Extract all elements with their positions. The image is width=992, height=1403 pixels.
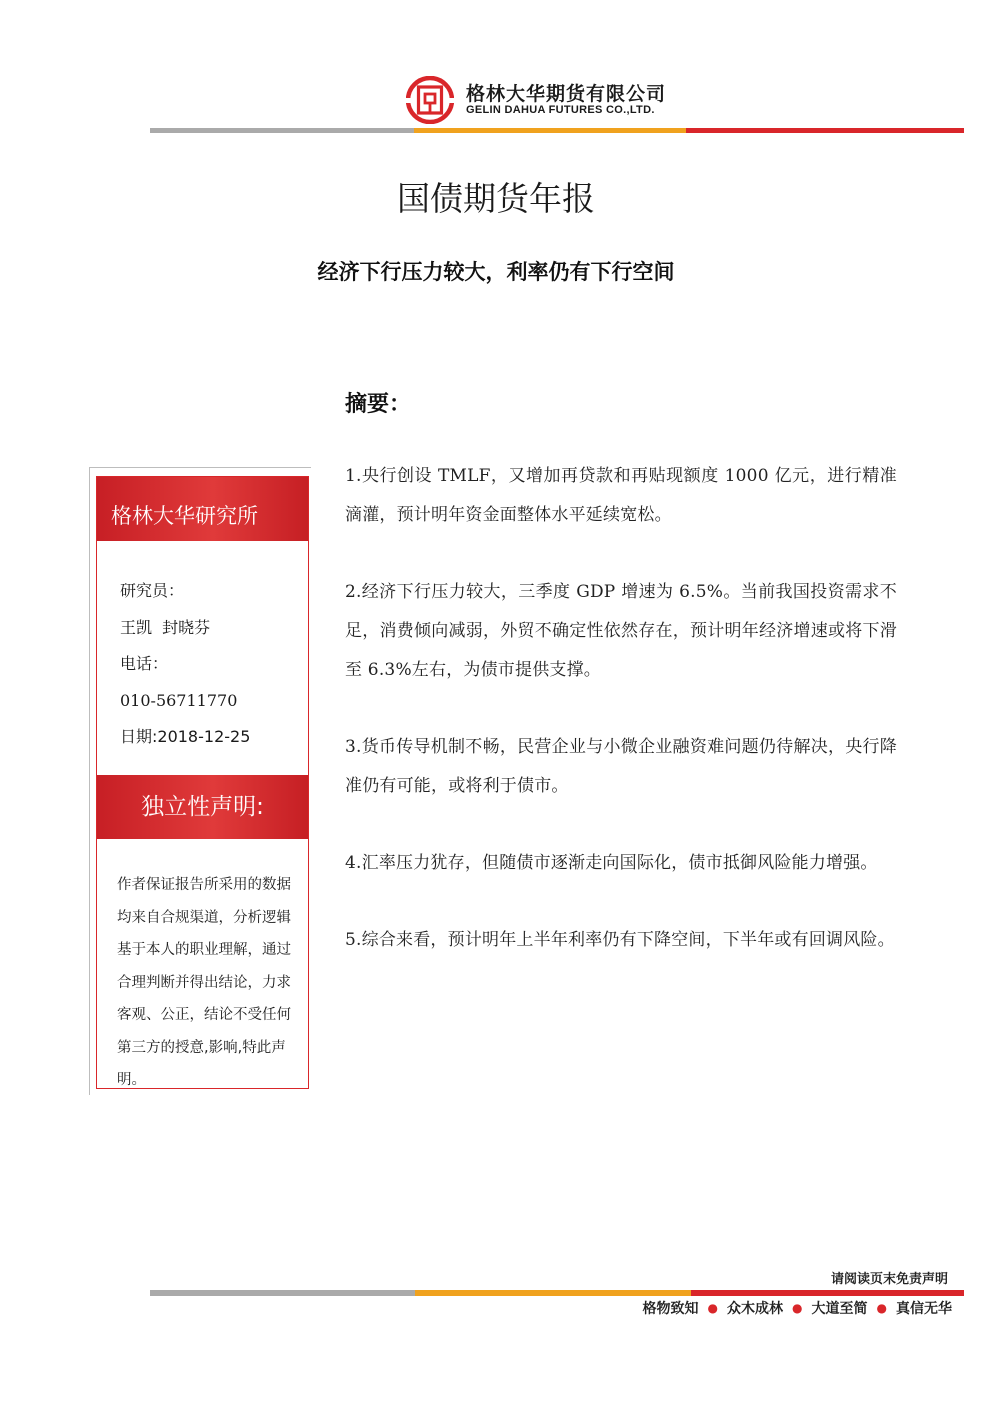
bullet-dot-icon: ● <box>792 1301 803 1315</box>
summary-point-1: 1.央行创设 TMLF，又增加再贷款和再贴现额度 1000 亿元，进行精准滴灌，预计明年资金面整体水平延续宽松。 <box>345 466 897 525</box>
header-divider-grey <box>150 128 414 133</box>
summary-point-4: 4.汇率压力犹存，但随债市逐渐走向国际化，债市抵御风险能力增强。 <box>345 853 878 873</box>
summary-list <box>345 457 897 998</box>
disclaimer-note: 请阅读页末免责声明 <box>830 1272 948 1287</box>
footer-divider-grey <box>150 1290 415 1296</box>
researcher-names: 王凯 封晓芬 <box>120 617 211 637</box>
summary-label: 摘要： <box>345 392 412 417</box>
independence-banner: 独立性声明: <box>97 775 308 839</box>
summary-point-5: 5.综合来看，预计明年上半年利率仍有下降空间，下半年或有回调风险。 <box>345 930 895 950</box>
header-divider-red <box>686 128 964 133</box>
slogan-2: 众木成林 <box>727 1301 784 1317</box>
phone-number: 010-56711770 <box>120 690 238 710</box>
slogan-4: 真信无华 <box>896 1301 952 1317</box>
institute-banner: 格林大华研究所 <box>97 477 308 541</box>
summary-point-2: 2.经济下行压力较大，三季度 GDP 增速为 6.5%。当前我国投资需求不足，消费倾向减弱，外贸不确定性依然存在，预计明年经济增速或将下滑至 6.3%左右，为债市提供支撑。 <box>345 582 897 680</box>
report-date: 日期:2018-12-25 <box>120 727 251 746</box>
slogan-3: 大道至简 <box>811 1301 868 1317</box>
researcher-label: 研究员： <box>120 581 185 600</box>
header-divider-orange <box>414 128 686 133</box>
summary-point-3: 3.货币传导机制不畅，民营企业与小微企业融资难问题仍待解决，央行降准仍有可能，或将利于债市。 <box>345 737 897 796</box>
contact-info <box>120 573 250 756</box>
company-name-en: GELIN DAHUA FUTURES CO.,LTD. <box>466 104 655 116</box>
footer-divider-orange <box>415 1290 691 1296</box>
bullet-dot-icon: ● <box>876 1301 887 1315</box>
independence-statement: 作者保证报告所采用的数据均来自合规渠道，分析逻辑基于本人的职业理解，通过合理判断并得出结论，力求客观、公正，结论不受任何第三方的授意,影响,特此声明。 <box>117 877 291 1088</box>
report-title: 国债期货年报 <box>397 179 595 218</box>
gelin-dahua-logo-icon <box>406 76 454 124</box>
footer-divider-red <box>691 1290 964 1296</box>
company-name-cn: 格林大华期货有限公司 <box>466 83 667 105</box>
slogan-1: 格物致知 <box>642 1301 699 1317</box>
report-subtitle: 经济下行压力较大，利率仍有下行空间 <box>317 260 675 284</box>
bullet-dot-icon: ● <box>707 1301 719 1315</box>
phone-label: 电话： <box>120 654 169 673</box>
footer-slogans <box>643 1298 952 1318</box>
sidebar <box>96 476 309 1089</box>
